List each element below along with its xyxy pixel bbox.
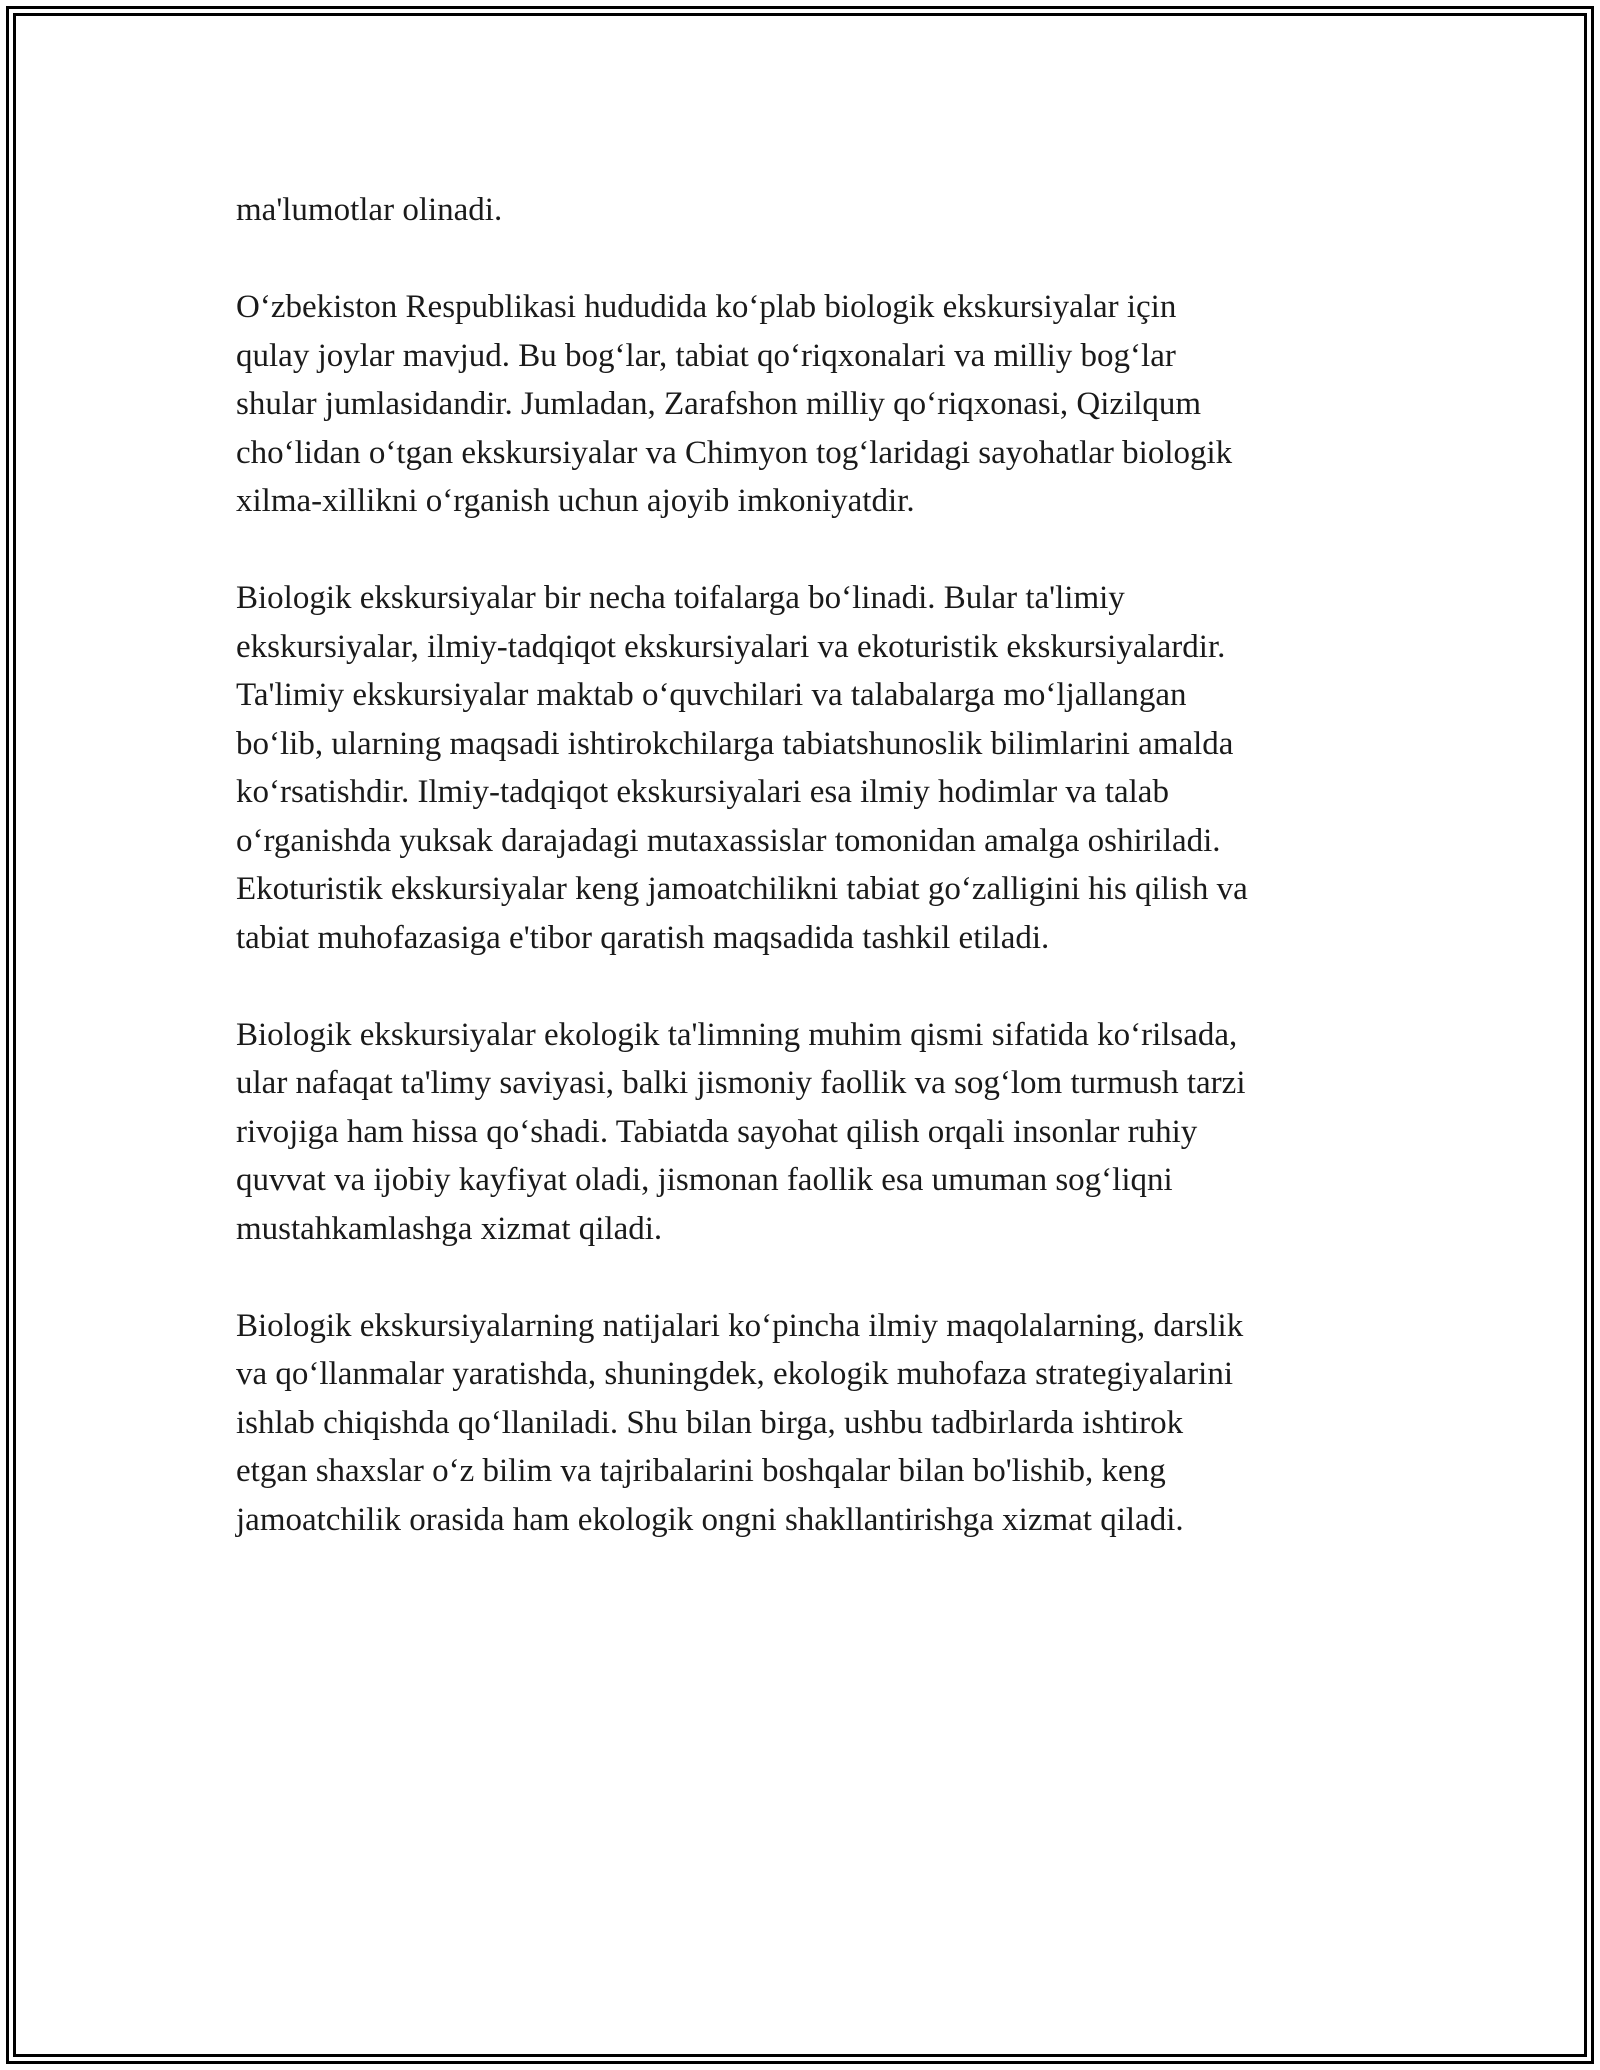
document-body [236, 186, 1386, 1593]
paragraph-categories: Biologik ekskursiyalar bir necha toifalarga bo‘linadi. Bular ta'limiy ekskursiyalar, ilmiy-tadqiqot ekskursiyalari va ekoturistik ekskursiyalardir. Ta'limiy ekskursiyalar maktab o‘quvchilari va talabalarga mo‘ljallangan bo‘lib, ularning maqsadi ishtirokchilarga tabiatshunoslik bilimlarini amalda ko‘rsatishdir. Ilmiy-tadqiqot ekskursiyalari esa ilmiy hodimlar va talab o‘rganishda yuksak darajadagi mutaxassislar tomonidan amalga oshiriladi. Ekoturistik ekskursiyalar keng jamoatchilikni tabiat go‘zalligini his qilish va tabiat muhofazasiga e'tibor qaratish maqsadida tashkil etiladi. [236, 580, 1248, 956]
paragraph-benefits: Biologik ekskursiyalar ekologik ta'limning muhim qismi sifatida ko‘rilsada, ular nafaqat ta'limy saviyasi, balki jismoniy faollik va sog‘lom turmush tarzi rivojiga ham hissa qo‘shadi. Tabiatda sayohat qilish orqali insonlar ruhiy quvvat va ijobiy kayfiyat oladi, jismonan faollik esa umuman sog‘liqni mustahkamlashga xizmat qiladi. [236, 1016, 1246, 1247]
paragraph-continuation: ma'lumotlar olinadi. [236, 192, 503, 228]
paragraph-results: Biologik ekskursiyalarning natijalari ko‘pincha ilmiy maqolalarning, darslik va qo‘llanmalar yaratishda, shuningdek, ekologik muhofaza strategiyalarini ishlab chiqishda qo‘llaniladi. Shu bilan birga, ushbu tadbirlarda ishtirok etgan shaxslar o‘z bilim va tajribalarini boshqalar bilan bo'lishib, keng jamoatchilik orasida ham ekologik ongni shakllantirishga xizmat qiladi. [236, 1307, 1244, 1538]
paragraph-locations: O‘zbekiston Respublikasi hududida ko‘plab biologik ekskursiyalar için qulay joylar mavjud. Bu bog‘lar, tabiat qo‘riqxonalari va milliy bog‘lar shular jumlasidandir. Jumladan, Zarafshon milliy qo‘riqxonasi, Qizilqum cho‘lidan o‘tgan ekskursiyalar va Chimyon tog‘laridagi sayohatlar biologik xilma-xillikni o‘rganish uchun ajoyib imkoniyatdir. [236, 289, 1233, 519]
